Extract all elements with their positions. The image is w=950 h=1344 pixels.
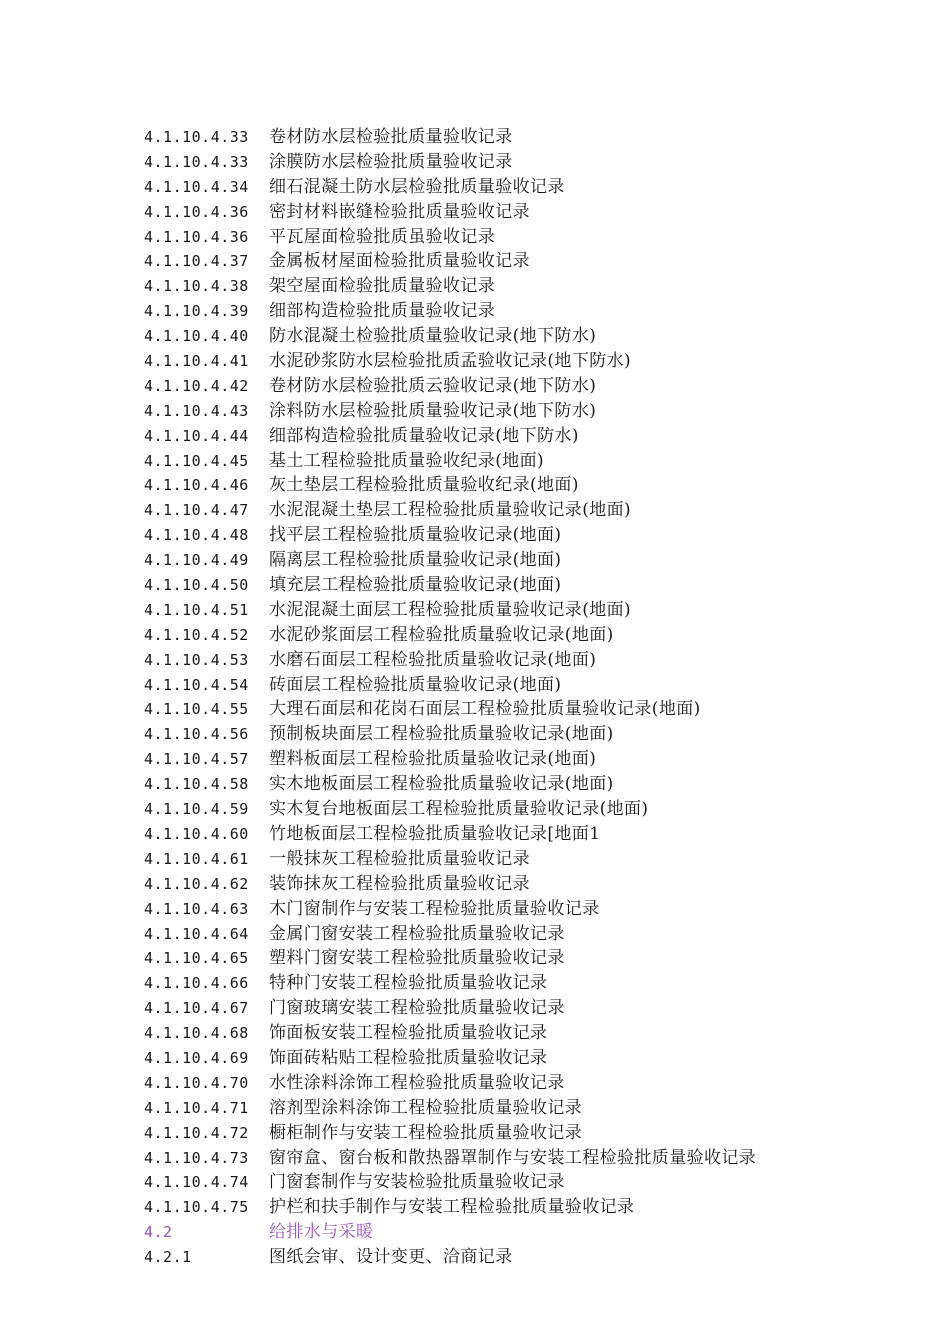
entry-number: 4.1.10.4.54	[144, 675, 249, 694]
entry-title: 基土工程检验批质量验收纪录(地面)	[269, 450, 545, 471]
toc-entry-row	[144, 449, 924, 474]
entry-number: 4.1.10.4.75	[144, 1198, 249, 1217]
toc-entry-row	[144, 200, 924, 225]
entry-title: 塑料板面层工程检验批质量验收记录(地面)	[269, 749, 597, 770]
entry-title: 涂料防水层检验批质量验收记录(地下防水)	[269, 400, 597, 421]
entry-title: 金属门窗安装工程检验批质量验收记录	[269, 923, 565, 944]
toc-entry-row	[144, 1245, 924, 1270]
entry-title: 密封材料嵌缝检验批质量验收记录	[269, 201, 530, 222]
entry-title: 砖面层工程检验批质量验收记录(地面)	[269, 674, 562, 695]
entry-number: 4.1.10.4.71	[144, 1098, 249, 1117]
toc-entry-row	[144, 274, 924, 299]
toc-entry-row	[144, 523, 924, 548]
toc-entry-row	[144, 697, 924, 722]
toc-entry-row	[144, 399, 924, 424]
entry-title: 细部构造检验批质量验收记录	[269, 301, 496, 322]
toc-entry-row	[144, 847, 924, 872]
entry-title: 水泥混凝土垫层工程检验批质量验收记录(地面)	[269, 500, 632, 521]
toc-entry-row	[144, 996, 924, 1021]
entry-number: 4.1.10.4.66	[144, 974, 249, 993]
entry-title: 实木复台地板面层工程检验批质量验收记录(地面)	[269, 799, 649, 820]
entry-number: 4.1.10.4.37	[144, 252, 249, 271]
toc-entry-row	[144, 1121, 924, 1146]
entry-number: 4.1.10.4.63	[144, 899, 249, 918]
entry-number: 4.1.10.4.36	[144, 202, 249, 221]
toc-entry-row	[144, 971, 924, 996]
entry-number: 4.1.10.4.65	[144, 949, 249, 968]
entry-number: 4.1.10.4.48	[144, 526, 249, 545]
entry-number: 4.1.10.4.41	[144, 352, 249, 371]
entry-title: 塑料门窗安装工程检验批质量验收记录	[269, 948, 565, 969]
entry-title: 门窗玻璃安装工程检验批质量验收记录	[269, 998, 565, 1019]
entry-title: 涂膜防水层检验批质量验收记录	[269, 151, 513, 172]
entry-title: 找平层工程检验批质量验收记录(地面)	[269, 525, 562, 546]
entry-title: 水泥砂浆防水层检验批质孟验收记录(地下防水)	[269, 351, 632, 372]
entry-title: 水性涂料涂饰工程检验批质量验收记录	[269, 1072, 565, 1093]
entry-number: 4.1.10.4.36	[144, 227, 249, 246]
toc-entry-row	[144, 623, 924, 648]
entry-number: 4.1.10.4.39	[144, 302, 249, 321]
entry-number: 4.1.10.4.72	[144, 1123, 249, 1142]
entry-number: 4.1.10.4.42	[144, 376, 249, 395]
toc-entry-row	[144, 1170, 924, 1195]
entry-title: 水泥砂浆面层工程检验批质量验收记录(地面)	[269, 624, 614, 645]
toc-entry-row	[144, 897, 924, 922]
entry-title: 防水混凝土检验批质量验收记录(地下防水)	[269, 326, 597, 347]
toc-entry-row	[144, 299, 924, 324]
toc-entry-row	[144, 747, 924, 772]
toc-entry-row	[144, 1195, 924, 1220]
entry-number: 4.1.10.4.33	[144, 152, 249, 171]
entry-title: 溶剂型涂料涂饰工程检验批质量验收记录	[269, 1097, 583, 1118]
entry-title: 隔离层工程检验批质量验收记录(地面)	[269, 550, 562, 571]
toc-entry-row	[144, 872, 924, 897]
section-heading-row	[144, 1220, 924, 1245]
entry-number: 4.2	[144, 1223, 173, 1242]
entry-title: 饰面板安装工程检验批质量验收记录	[269, 1023, 548, 1044]
entry-number: 4.1.10.4.70	[144, 1073, 249, 1092]
entry-number: 4.1.10.4.38	[144, 277, 249, 296]
entry-number: 4.1.10.4.68	[144, 1024, 249, 1043]
toc-entry-row	[144, 349, 924, 374]
entry-title: 饰面砖粘贴工程检验批质量验收记录	[269, 1047, 548, 1068]
toc-entry-row	[144, 1071, 924, 1096]
toc-entry-row	[144, 424, 924, 449]
toc-entry-row	[144, 822, 924, 847]
toc-entry-row	[144, 175, 924, 200]
toc-entry-row	[144, 1146, 924, 1171]
entry-number: 4.1.10.4.40	[144, 327, 249, 346]
entry-title: 图纸会审、设计变更、洽商记录	[269, 1247, 513, 1268]
table-of-contents	[144, 125, 924, 1270]
toc-entry-row	[144, 1021, 924, 1046]
toc-entry-row	[144, 673, 924, 698]
entry-number: 4.1.10.4.46	[144, 476, 249, 495]
toc-entry-row	[144, 324, 924, 349]
entry-number: 4.1.10.4.44	[144, 426, 249, 445]
toc-entry-row	[144, 125, 924, 150]
toc-entry-row	[144, 648, 924, 673]
entry-title: 竹地板面层工程检验批质量验收记录[地面1	[269, 823, 601, 844]
entry-number: 4.1.10.4.34	[144, 177, 249, 196]
entry-number: 4.1.10.4.49	[144, 551, 249, 570]
entry-title: 水泥混凝土面层工程检验批质量验收记录(地面)	[269, 599, 632, 620]
entry-title: 金属板材屋面检验批质量验收记录	[269, 251, 530, 272]
entry-title: 装饰抹灰工程检验批质量验收记录	[269, 873, 530, 894]
entry-title: 橱柜制作与安装工程检验批质量验收记录	[269, 1122, 583, 1143]
toc-entry-row	[144, 722, 924, 747]
entry-number: 4.1.10.4.53	[144, 650, 249, 669]
toc-entry-row	[144, 922, 924, 947]
entry-title: 特种门安装工程检验批质量验收记录	[269, 973, 548, 994]
toc-entry-row	[144, 946, 924, 971]
entry-number: 4.1.10.4.47	[144, 501, 249, 520]
toc-entry-row	[144, 498, 924, 523]
entry-title: 木门窗制作与安装工程检验批质量验收记录	[269, 898, 600, 919]
toc-entry-row	[144, 225, 924, 250]
entry-number: 4.1.10.4.50	[144, 576, 249, 595]
entry-title: 预制板块面层工程检验批质量验收记录(地面)	[269, 724, 614, 745]
entry-number: 4.1.10.4.45	[144, 451, 249, 470]
entry-number: 4.1.10.4.56	[144, 725, 249, 744]
toc-entry-row	[144, 473, 924, 498]
entry-title: 门窗套制作与安装检验批质量验收记录	[269, 1172, 565, 1193]
entry-number: 4.2.1	[144, 1248, 192, 1267]
entry-title: 架空屋面检验批质量验收记录	[269, 276, 496, 297]
entry-title: 窗帘盒、窗台板和散热器罩制作与安装工程检验批质量验收记录	[269, 1147, 757, 1168]
entry-number: 4.1.10.4.62	[144, 874, 249, 893]
entry-title: 细石混凝土防水层检验批质量验收记录	[269, 176, 565, 197]
toc-entry-row	[144, 1046, 924, 1071]
entry-number: 4.1.10.4.33	[144, 128, 249, 146]
entry-number: 4.1.10.4.61	[144, 849, 249, 868]
toc-entry-row	[144, 249, 924, 274]
entry-title: 护栏和扶手制作与安装工程检验批质量验收记录	[269, 1197, 635, 1218]
entry-title: 一般抹灰工程检验批质量验收记录	[269, 848, 530, 869]
entry-number: 4.1.10.4.51	[144, 600, 249, 619]
entry-number: 4.1.10.4.43	[144, 401, 249, 420]
entry-number: 4.1.10.4.52	[144, 625, 249, 644]
entry-title: 灰土垫层工程检验批质量验收纪录(地面)	[269, 475, 579, 496]
toc-entry-row	[144, 797, 924, 822]
toc-entry-row	[144, 573, 924, 598]
entry-number: 4.1.10.4.57	[144, 750, 249, 769]
toc-entry-row	[144, 150, 924, 175]
toc-entry-row	[144, 1096, 924, 1121]
entry-number: 4.1.10.4.74	[144, 1173, 249, 1192]
entry-title: 水磨石面层工程检验批质量验收记录(地面)	[269, 649, 597, 670]
entry-number: 4.1.10.4.59	[144, 800, 249, 819]
entry-number: 4.1.10.4.64	[144, 924, 249, 943]
entry-title: 细部构造检验批质量验收记录(地下防水)	[269, 425, 579, 446]
entry-title: 给排水与采暖	[269, 1222, 374, 1243]
entry-title: 填充层工程检验批质量验收记录(地面)	[269, 575, 562, 596]
toc-entry-row	[144, 772, 924, 797]
entry-number: 4.1.10.4.55	[144, 700, 249, 719]
entry-title: 平瓦屋面检验批质虽验收记录	[269, 226, 496, 247]
entry-title: 实木地板面层工程检验批质量验收记录(地面)	[269, 774, 614, 795]
entry-title: 卷材防水层检验批质云验收记录(地下防水)	[269, 375, 597, 396]
toc-entry-row	[144, 374, 924, 399]
entry-title: 卷材防水层检验批质量验收记录	[269, 127, 513, 147]
entry-number: 4.1.10.4.58	[144, 775, 249, 794]
entry-number: 4.1.10.4.73	[144, 1148, 249, 1167]
entry-title: 大理石面层和花岗石面层工程检验批质量验收记录(地面)	[269, 699, 701, 720]
toc-entry-row	[144, 598, 924, 623]
entry-number: 4.1.10.4.67	[144, 999, 249, 1018]
entry-number: 4.1.10.4.69	[144, 1048, 249, 1067]
entry-number: 4.1.10.4.60	[144, 824, 249, 843]
toc-entry-row	[144, 548, 924, 573]
